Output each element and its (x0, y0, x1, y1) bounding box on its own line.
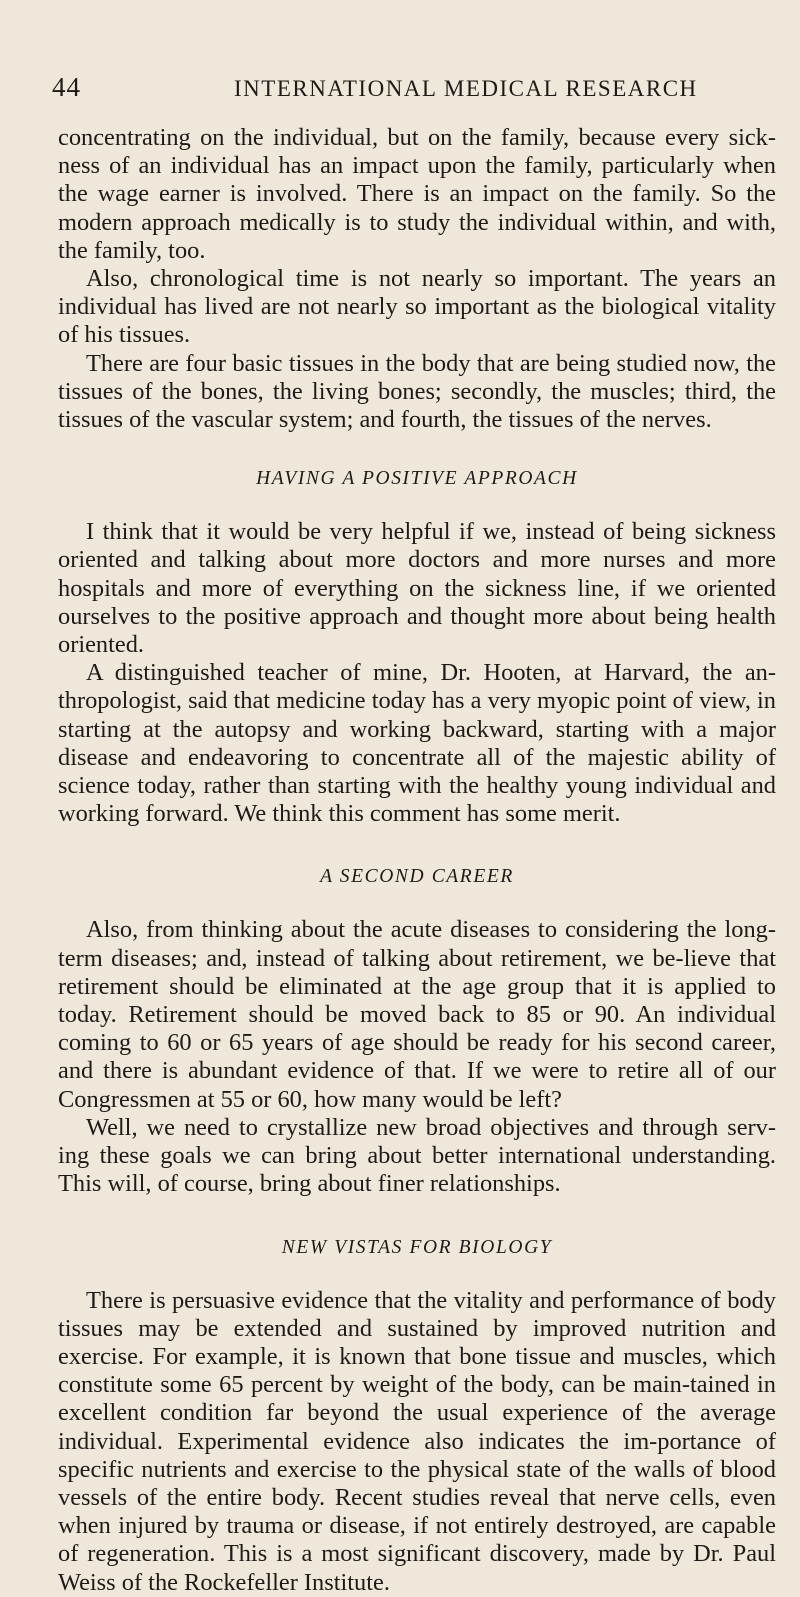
section-new-vistas (58, 1237, 776, 1597)
section-heading: NEW VISTAS FOR BIOLOGY (281, 1236, 553, 1258)
running-head: INTERNATIONAL MEDICAL RESEARCH (234, 76, 698, 101)
paragraph: There are four basic tissues in the body that are being studied now, the tissues of the bones, the living bones; secondly, the muscles; third, the tissues of the vascular system; and fourth, the tissues of the nerves. (58, 349, 776, 434)
paragraph: There is persuasive evidence that the vitality and performance of body tissues may be extended and sustained by improved nutrition and exercise. For example, it is known that bone tissue and muscles, which constitute some 65 percent by weight of the body, can be main-tained in excellent condition far beyond the usual experience of the average individual. Experimental evidence also indicates the im-portance of specific nutrients and exercise to the physical state of the walls of blood vessels of the entire body. Recent studies reveal that nerve cells, even when injured by trauma or disease, if not entirely destroyed, are capable of regeneration. This is a most significant discovery, made by Dr. Paul Weiss of the Rockefeller Institute. (58, 1286, 776, 1596)
section-second-career (58, 866, 776, 1198)
paragraph: I think that it would be very helpful if we, instead of being sickness oriented and talking about more doctors and more nurses and more hospitals and more of everything on the sickness line, if we oriented ourselves to the positive approach and thought more about being health oriented. (58, 518, 776, 659)
section-intro (58, 124, 776, 434)
paragraph: concentrating on the individual, but on the family, because every sick-ness of an individual has an impact upon the family, particularly when the wage earner is involved. There is an impact on the family. So the modern approach medically is to study the individual within, and with, the family, too. (58, 124, 776, 264)
page-number: 44 (52, 72, 81, 102)
section-positive-approach (58, 468, 776, 828)
page-header (52, 72, 776, 112)
paragraph: Also, from thinking about the acute diseases to considering the long-term diseases; and, instead of talking about retirement, we be-lieve that retirement should be eliminated at the age group that it is applied to today. Retirement should be moved back to 85 or 90. An individual coming to 60 or 65 years of age should be ready for his second career, and there is abundant evidence of that. If we were to retire all of our Congressmen at 55 or 60, how many would be left? (58, 916, 776, 1113)
section-heading: HAVING A POSITIVE APPROACH (256, 468, 578, 490)
paragraph: Also, chronological time is not nearly so important. The years an individual has lived are not nearly so important as the biological vitality of his tissues. (58, 265, 776, 349)
book-page (52, 72, 776, 1596)
paragraph: A distinguished teacher of mine, Dr. Hooten, at Harvard, the an-thropologist, said that medicine today has a very myopic point of view, in starting at the autopsy and working backward, starting with a major disease and endeavoring to concentrate all of the majestic ability of science today, rather than starting with the healthy young individual and working forward. We think this comment has some merit. (58, 659, 776, 828)
paragraph: Well, we need to crystallize new broad objectives and through serv-ing these goals we can bring about better international understanding. This will, of course, bring about finer relationships. (58, 1113, 776, 1198)
section-heading: A SECOND CAREER (320, 866, 514, 888)
